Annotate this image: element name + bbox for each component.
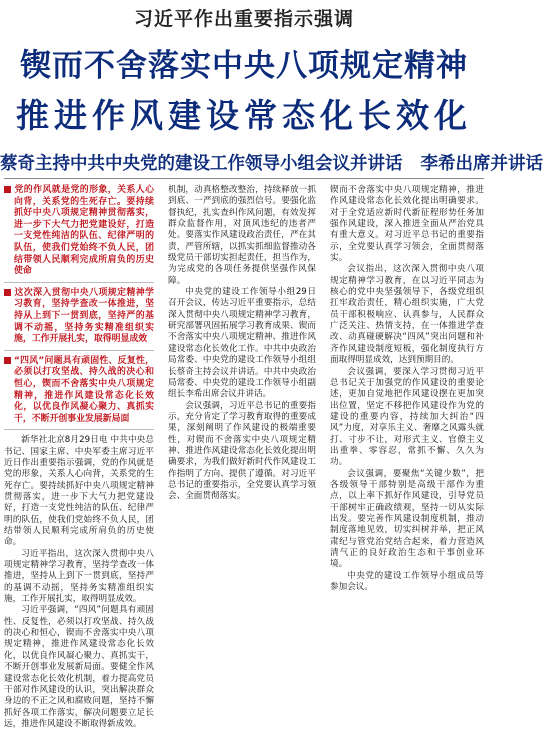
headline-main-line2: 推进作风建设常态化长效化: [0, 90, 488, 137]
body-paragraph: 新华社北京8月29日电 中共中央总书记、国家主席、中央军委主席习近平近日作出重要指示强调，党的作风就是党的形象，关系人心向背，关系党的生死存亡。要持续抓好中央八项规定精神贯彻落实，进一步下大气力把党建设好，打造一支党性纯洁的队伍、纪律严明的队伍，使我们党始终不负人民，团结带领人民顺利完成所肩负的历史使命。: [4, 435, 154, 548]
highlight-item: [4, 185, 154, 278]
red-square-bullet-icon: [4, 289, 11, 296]
subheadline-right: 李希出席并讲话: [421, 154, 543, 174]
article-column-1: [4, 185, 154, 615]
body-paragraph: 习近平强调，“四风”问题具有顽固性、反复性，必须以打攻坚战、持久战的决心和恒心，锲而不舍落实中央八项规定精神，推进作风建设常态化长效化，以优良作风凝心聚力、真抓实干，不断开创事业发展新局面。要健全作风建设常态化长效化机制，着力提高党员干部对作风建设的认识，突出解决群众身边的不正之风和腐败问题，坚持不懈抓好各项工作落实，解决问题要立足长远，推进作风建设不断取得新成效。: [4, 605, 154, 730]
subheadline: [0, 150, 488, 175]
body-paragraph: 中央党的建设工作领导小组29日召开会议，传达习近平重要指示，总结深入贯彻中央八项规定精神学习教育，研究部署巩固拓展学习教育成果、锲而不舍落实中央八项规定精神、推进作风建设常态化长效化工作。中共中央政治局常委、中央党的建设工作领导小组组长蔡奇主持会议并讲话。中共中央政治局常委、中央党的建设工作领导小组副组长李希出席会议并讲话。: [168, 287, 316, 400]
body-paragraph: 会议强调，要深入学习贯彻习近平总书记关于加强党的作风建设的重要论述，更加自觉地把作风建设摆在更加突出位置，坚定不移把作风建设作为党的建设的重要内容，持续加大纠治“四风”力度，对享乐主义、奢靡之风露头就打、寸步不让，对形式主义、官僚主义出重拳、零容忍，常抓不懈、久久为功。: [330, 367, 484, 469]
body-paragraph: 习近平指出，这次深入贯彻中央八项规定精神学习教育，坚持学查改一体推进，坚持从上到下一贯到底，坚持严的基调不动摇，坚持务实精准组织实施，工作开展扎实，取得明显成效。: [4, 549, 154, 606]
body-paragraph: 锲而不舍落实中央八项规定精神，推进作风建设常态化长效化提出明确要求。对于全党适应新时代新征程形势任务加强作风建设，深入推进全面从严治党具有重大意义。对习近平总书记的重要指示，全党要认真学习领会，全面贯彻落实。: [330, 185, 484, 264]
highlight-divider: [4, 282, 154, 283]
headline-divider: [4, 178, 484, 179]
subheadline-left: 蔡奇主持中共中央党的建设工作领导小组会议并讲话: [0, 154, 403, 174]
highlight-divider: [4, 429, 154, 430]
highlight-item: [4, 288, 154, 346]
headline-kicker: 习近平作出重要指示强调: [0, 4, 488, 31]
body-paragraph: 机制，动真格整改整治，持续释放一抓到底、一严到底的强烈信号。要强化监督执纪，扎实查纠作风问题，有效发挥群众监督作用，对顶风违纪的违者严处。要落实作风建设政治责任，严在其责，严管所辖，以抓实抓细监督推动各级党员干部切实担起责任，担当作为，为完成党的各项任务提供坚强作风保障。: [168, 185, 316, 287]
body-paragraph: 会议强调，习近平总书记的重要指示，充分肯定了学习教育取得的重要成果，深刻阐明了作风建设的极端重要性，对锲而不舍落实中央八项规定精神、推进作风建设常态化长效化提出明确要求，为我们做好新时代作风建设工作指明了方向、提供了遵循。对习近平总书记的重要指示，全党要认真学习领会、全面贯彻落实。: [168, 401, 316, 503]
headline-main-line1: 锲而不舍落实中央八项规定精神: [0, 40, 488, 85]
red-square-bullet-icon: [4, 357, 11, 364]
highlight-divider: [4, 350, 154, 351]
highlight-text: 党的作风就是党的形象，关系人心向背，关系党的生死存亡。要持续抓好中央八项规定精神贯彻落实，进一步下大气力把党建设好，打造一支党性纯洁的队伍、纪律严明的队伍，使我们党始终不负人民，团结带领人民顺利完成所肩负的历史使命: [14, 185, 154, 276]
highlight-item: [4, 356, 154, 426]
body-paragraph: 中央党的建设工作领导小组成员等参加会议。: [330, 571, 484, 594]
highlight-text: 这次深入贯彻中央八项规定精神学习教育，坚持学查改一体推进，坚持从上到下一贯到底，坚持严的基调不动摇，坚持务实精准组织实施，工作开展扎实，取得明显成效: [14, 288, 154, 344]
body-paragraph: 会议指出，这次深入贯彻中央八项规定精神学习教育，在以习近平同志为核心的党中央坚强领导下，各级党组织扛牢政治责任，精心组织实施，广大党员干部积极响应、认真参与，人民群众广泛关注、热情支持，在一体推进学查改、动真碰硬解决“四风”突出问题和补齐作风建设制度短板，强化制度执行方面取得明显成效，达到预期目的。: [330, 264, 484, 366]
article-column-2: [168, 185, 316, 615]
red-square-bullet-icon: [4, 186, 11, 193]
body-paragraph: 会议强调，要聚焦“关键少数”，把各级领导干部特别是高级干部作为重点，以上率下抓好作风建设，引导党员干部树牢正确政绩观，坚持一切从实际出发。要完善作风建设制度机制，推动制度落地见效，切实纠树并举，把正风肃纪与管党治党结合起来，着力营造风清气正的良好政治生态和干事创业环境。: [330, 469, 484, 571]
article-column-3: [330, 185, 484, 615]
highlight-text: “四风”问题具有顽固性、反复性，必须以打攻坚战、持久战的决心和恒心，锲而不舍落实中央八项规定精神，推进作风建设常态化长效化，以优良作风凝心聚力、真抓实干，不断开创事业发展新局面: [14, 356, 154, 424]
